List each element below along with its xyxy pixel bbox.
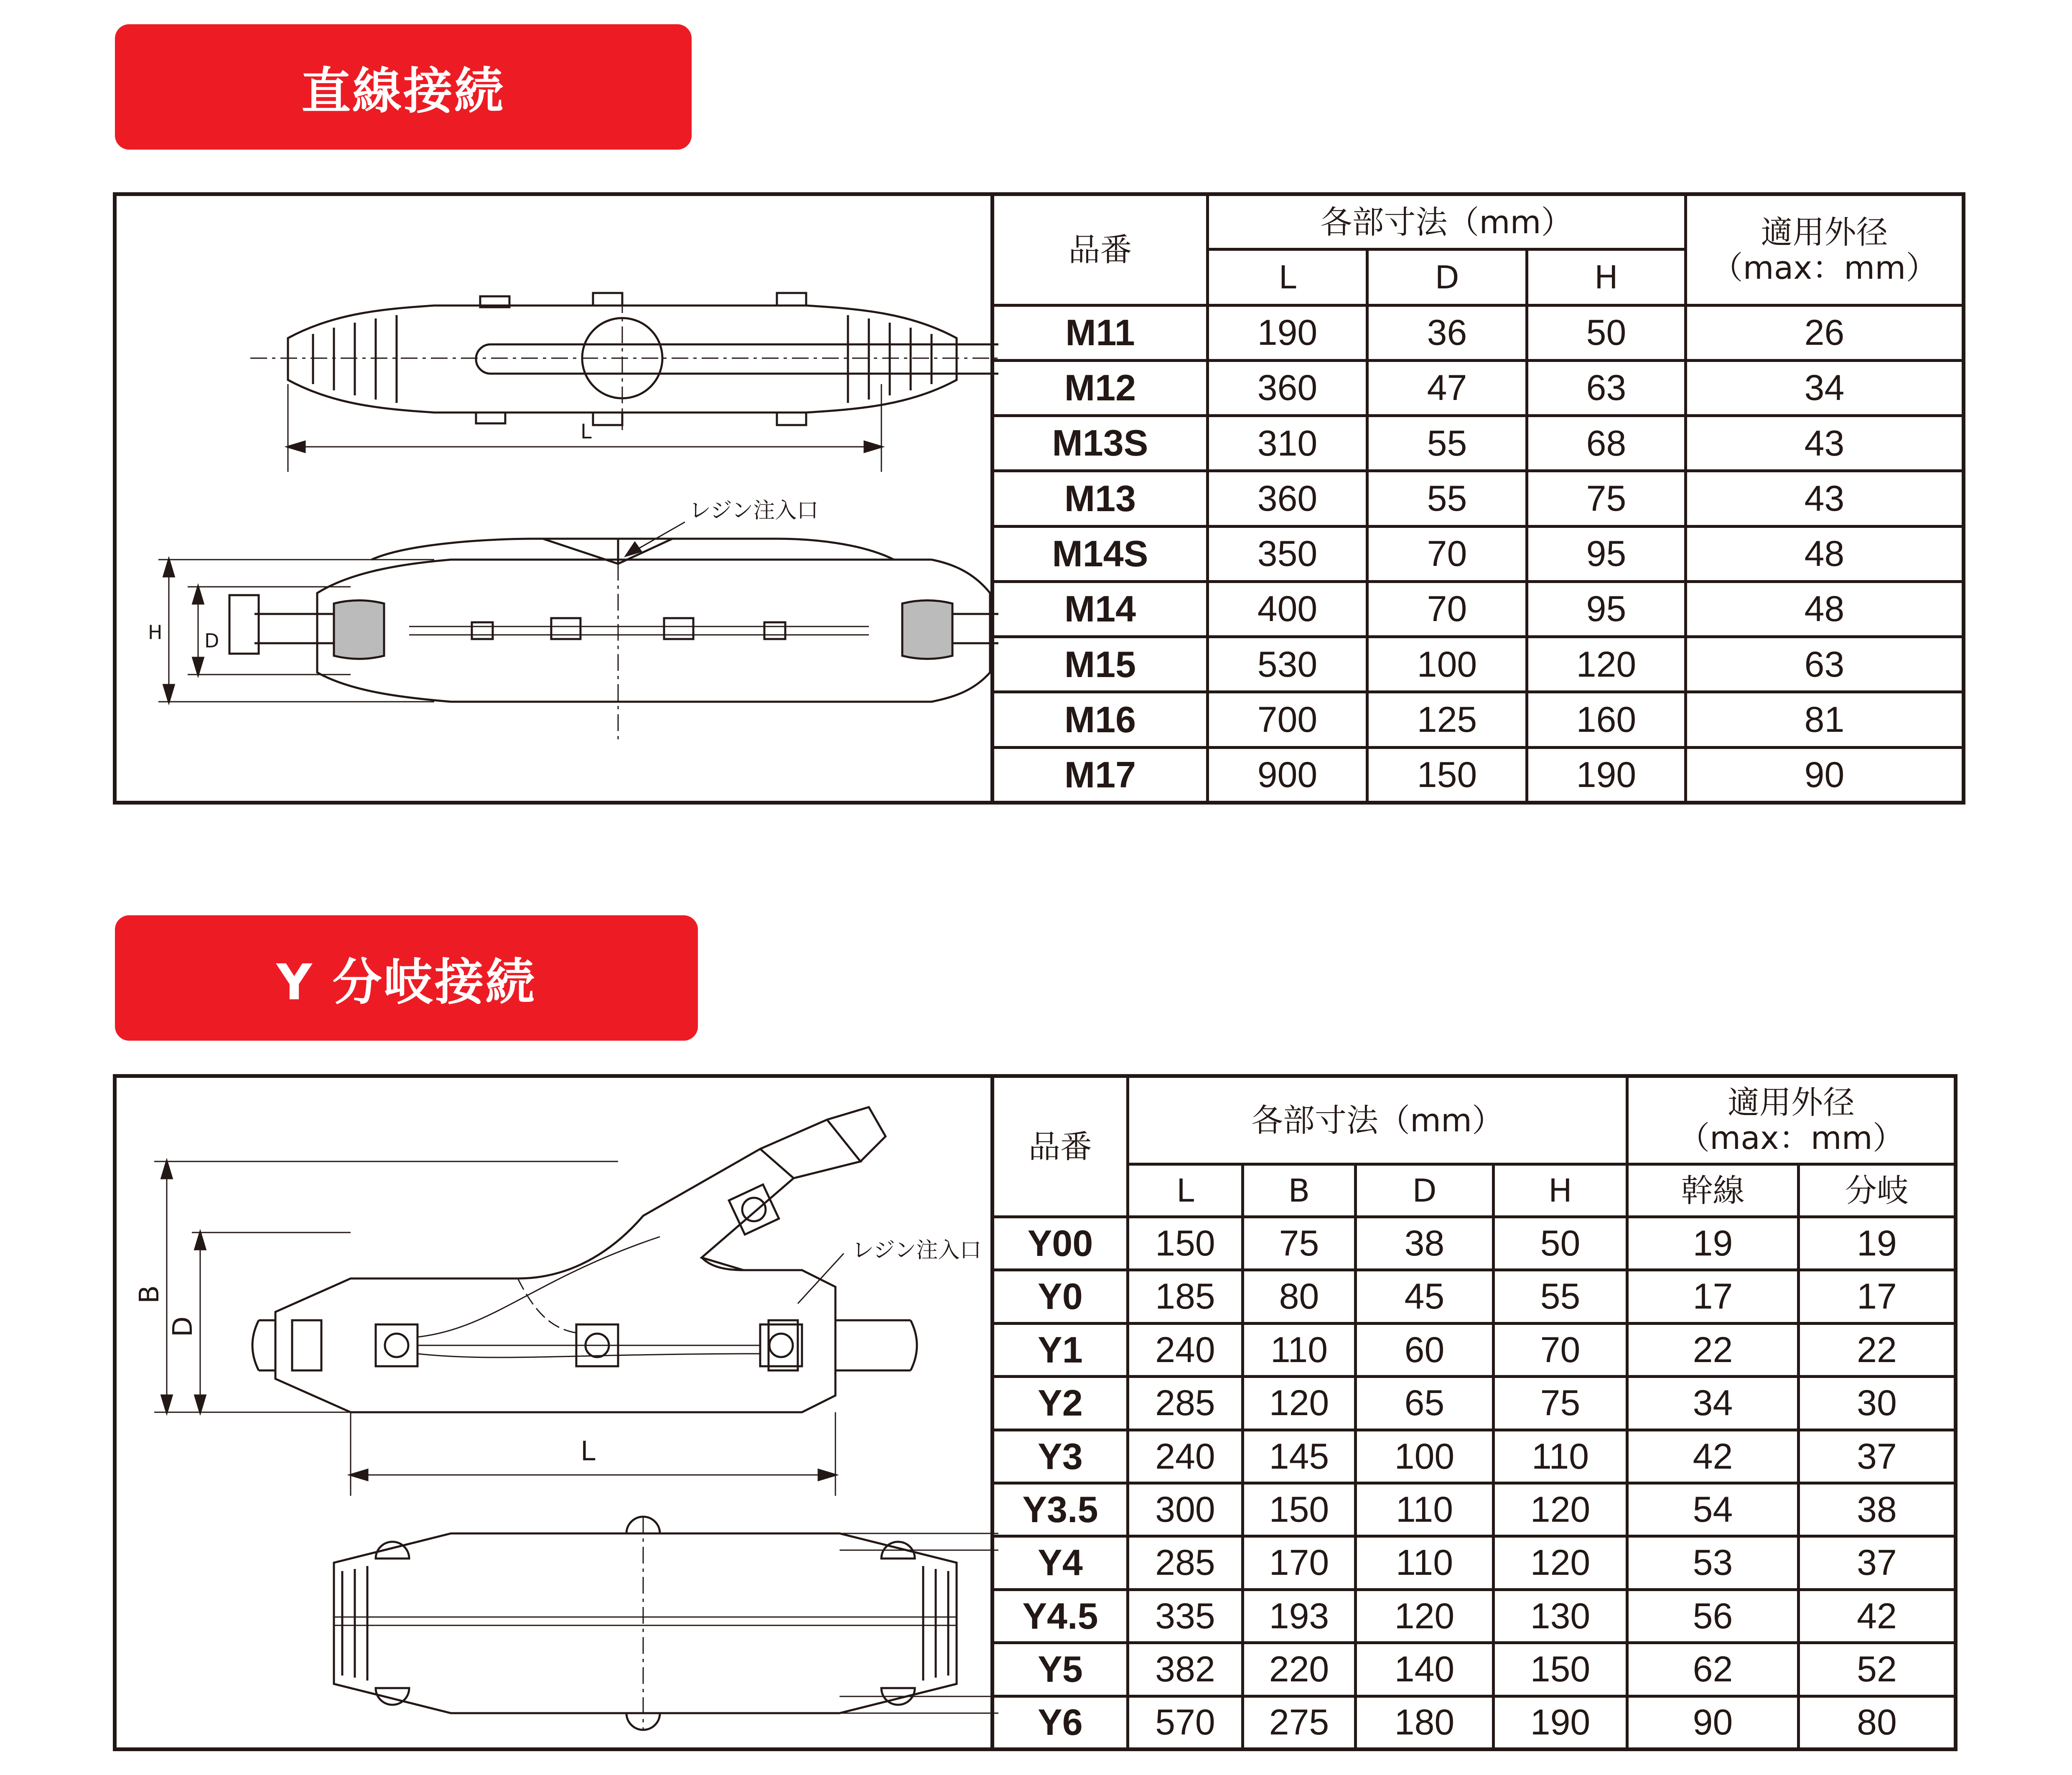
cell-code: Y3.5 — [993, 1483, 1128, 1536]
cell-H: 63 — [1527, 360, 1686, 415]
cell-trunk: 53 — [1627, 1536, 1799, 1589]
cell-od: 43 — [1686, 471, 1964, 526]
cell-H: 75 — [1494, 1377, 1627, 1430]
cell-od: 43 — [1686, 416, 1964, 471]
cell-B: 75 — [1243, 1217, 1356, 1270]
cell-code: M14 — [993, 581, 1208, 637]
cell-H: 70 — [1494, 1323, 1627, 1376]
resin-inlet-label: レジン注入口 — [852, 1238, 982, 1263]
table-row — [993, 471, 1964, 526]
cell-code: M17 — [993, 747, 1208, 802]
table-row — [993, 1430, 1956, 1483]
cell-D: 125 — [1367, 692, 1527, 747]
header-H: H — [1494, 1164, 1627, 1217]
cell-D: 140 — [1356, 1643, 1494, 1696]
cell-B: 110 — [1243, 1323, 1356, 1376]
cell-D: 100 — [1367, 637, 1527, 692]
cell-B: 80 — [1243, 1270, 1356, 1323]
cell-H: 190 — [1527, 747, 1686, 802]
cell-D: 120 — [1356, 1589, 1494, 1643]
cell-od: 48 — [1686, 581, 1964, 637]
cell-H: 95 — [1527, 581, 1686, 637]
cell-L: 360 — [1208, 471, 1367, 526]
table-row — [993, 747, 1964, 802]
header-trunk: 幹線 — [1627, 1164, 1799, 1217]
cell-H: 120 — [1527, 637, 1686, 692]
cell-L: 300 — [1128, 1483, 1243, 1536]
cell-code: Y0 — [993, 1270, 1128, 1323]
dim-label-B: B — [134, 1285, 165, 1304]
cell-trunk: 90 — [1627, 1696, 1799, 1749]
cell-branch: 80 — [1799, 1696, 1956, 1749]
dim-label-L: L — [580, 420, 592, 443]
cell-L: 285 — [1128, 1377, 1243, 1430]
cell-L: 700 — [1208, 692, 1367, 747]
cell-D: 70 — [1367, 526, 1527, 581]
cell-code: Y00 — [993, 1217, 1128, 1270]
cell-H: 110 — [1494, 1430, 1627, 1483]
cell-B: 193 — [1243, 1589, 1356, 1643]
dim-label-D: D — [204, 629, 219, 652]
cell-code: Y4 — [993, 1536, 1128, 1589]
cell-od: 26 — [1686, 305, 1964, 360]
cell-code: Y2 — [993, 1377, 1128, 1430]
cell-B: 170 — [1243, 1536, 1356, 1589]
cell-od: 81 — [1686, 692, 1964, 747]
cell-branch: 17 — [1799, 1270, 1956, 1323]
cell-H: 120 — [1494, 1536, 1627, 1589]
section-title-straight-joint: 直線接続 — [115, 24, 692, 150]
straight-joint-diagram — [117, 196, 998, 808]
header-code: 品番 — [993, 194, 1208, 306]
cell-od: 63 — [1686, 637, 1964, 692]
header-od-line2: （max：mm） — [1711, 249, 1938, 286]
cell-D: 45 — [1356, 1270, 1494, 1323]
cell-od: 34 — [1686, 360, 1964, 415]
dim-label-H: H — [148, 621, 163, 644]
cell-D: 60 — [1356, 1323, 1494, 1376]
header-D: D — [1356, 1164, 1494, 1217]
cell-D: 36 — [1367, 305, 1527, 360]
cell-branch: 52 — [1799, 1643, 1956, 1696]
cell-D: 100 — [1356, 1430, 1494, 1483]
cell-od: 90 — [1686, 747, 1964, 802]
cell-H: 120 — [1494, 1483, 1627, 1536]
cell-code: M15 — [993, 637, 1208, 692]
header-od-line1: 適用外径 — [1728, 1084, 1855, 1121]
cell-trunk: 17 — [1627, 1270, 1799, 1323]
header-D: D — [1367, 250, 1527, 305]
cell-od: 48 — [1686, 526, 1964, 581]
cell-D: 65 — [1356, 1377, 1494, 1430]
table-row — [993, 416, 1964, 471]
cell-L: 570 — [1128, 1696, 1243, 1749]
y-branch-joint-spec-table — [990, 1074, 1957, 1751]
cell-H: 68 — [1527, 416, 1686, 471]
cell-trunk: 19 — [1627, 1217, 1799, 1270]
cell-L: 310 — [1208, 416, 1367, 471]
cell-H: 150 — [1494, 1643, 1627, 1696]
header-od-line1: 適用外径 — [1761, 213, 1888, 251]
cell-L: 240 — [1128, 1430, 1243, 1483]
cell-L: 382 — [1128, 1643, 1243, 1696]
cell-H: 55 — [1494, 1270, 1627, 1323]
cell-D: 110 — [1356, 1483, 1494, 1536]
cell-code: M12 — [993, 360, 1208, 415]
cell-L: 150 — [1128, 1217, 1243, 1270]
cell-H: 95 — [1527, 526, 1686, 581]
table-row — [993, 1270, 1956, 1323]
cell-code: Y6 — [993, 1696, 1128, 1749]
cell-D: 47 — [1367, 360, 1527, 415]
cell-trunk: 54 — [1627, 1483, 1799, 1536]
cell-branch: 19 — [1799, 1217, 1956, 1270]
header-dimensions: 各部寸法（mm） — [1128, 1076, 1627, 1164]
cell-H: 130 — [1494, 1589, 1627, 1643]
cell-branch: 37 — [1799, 1430, 1956, 1483]
cell-branch: 22 — [1799, 1323, 1956, 1376]
cell-L: 400 — [1208, 581, 1367, 637]
cell-L: 335 — [1128, 1589, 1243, 1643]
dim-label-D: D — [168, 1316, 199, 1337]
header-code: 品番 — [993, 1076, 1128, 1217]
cell-H: 160 — [1527, 692, 1686, 747]
header-B: B — [1243, 1164, 1356, 1217]
cell-D: 150 — [1367, 747, 1527, 802]
y-branch-joint-diagram — [117, 1078, 998, 1755]
cell-trunk: 42 — [1627, 1430, 1799, 1483]
cell-B: 120 — [1243, 1377, 1356, 1430]
cell-L: 240 — [1128, 1323, 1243, 1376]
table-row — [993, 1696, 1956, 1749]
cell-trunk: 62 — [1627, 1643, 1799, 1696]
resin-inlet-label: レジン注入口 — [689, 498, 819, 523]
table-row — [993, 526, 1964, 581]
header-H: H — [1527, 250, 1686, 305]
cell-D: 70 — [1367, 581, 1527, 637]
cell-D: 55 — [1367, 416, 1527, 471]
cell-H: 75 — [1527, 471, 1686, 526]
cell-H: 190 — [1494, 1696, 1627, 1749]
cell-L: 190 — [1208, 305, 1367, 360]
table-row — [993, 1589, 1956, 1643]
cell-B: 220 — [1243, 1643, 1356, 1696]
cell-L: 185 — [1128, 1270, 1243, 1323]
cell-code: Y4.5 — [993, 1589, 1128, 1643]
cell-D: 110 — [1356, 1536, 1494, 1589]
cell-code: M13S — [993, 416, 1208, 471]
cell-B: 145 — [1243, 1430, 1356, 1483]
cell-branch: 42 — [1799, 1589, 1956, 1643]
cell-L: 360 — [1208, 360, 1367, 415]
header-applicable-od — [1627, 1076, 1956, 1164]
table-row — [993, 1323, 1956, 1376]
header-od-line2: （max：mm） — [1678, 1119, 1904, 1157]
cell-H: 50 — [1527, 305, 1686, 360]
cell-trunk: 22 — [1627, 1323, 1799, 1376]
table-row — [993, 581, 1964, 637]
header-applicable-od — [1686, 194, 1964, 306]
cell-code: M13 — [993, 471, 1208, 526]
cell-code: M11 — [993, 305, 1208, 360]
cell-code: M14S — [993, 526, 1208, 581]
table-row — [993, 1483, 1956, 1536]
cell-branch: 37 — [1799, 1536, 1956, 1589]
cell-trunk: 56 — [1627, 1589, 1799, 1643]
header-L: L — [1208, 250, 1367, 305]
straight-joint-drawing — [113, 192, 995, 805]
y-branch-joint-drawing — [113, 1074, 995, 1751]
cell-D: 55 — [1367, 471, 1527, 526]
cell-L: 900 — [1208, 747, 1367, 802]
section-title-y-branch-joint: Y 分岐接続 — [115, 915, 698, 1041]
table-row — [993, 692, 1964, 747]
cell-L: 530 — [1208, 637, 1367, 692]
dim-label-L: L — [580, 1436, 596, 1467]
cell-code: Y5 — [993, 1643, 1128, 1696]
table-row — [993, 1536, 1956, 1589]
cell-D: 38 — [1356, 1217, 1494, 1270]
cell-branch: 30 — [1799, 1377, 1956, 1430]
header-branch: 分岐 — [1799, 1164, 1956, 1217]
cell-code: Y1 — [993, 1323, 1128, 1376]
table-row — [993, 1643, 1956, 1696]
cell-trunk: 34 — [1627, 1377, 1799, 1430]
table-row — [993, 360, 1964, 415]
table-row — [993, 305, 1964, 360]
cell-branch: 38 — [1799, 1483, 1956, 1536]
table-row — [993, 1217, 1956, 1270]
cell-L: 350 — [1208, 526, 1367, 581]
cell-L: 285 — [1128, 1536, 1243, 1589]
cell-code: Y3 — [993, 1430, 1128, 1483]
cell-code: M16 — [993, 692, 1208, 747]
cell-B: 275 — [1243, 1696, 1356, 1749]
header-L: L — [1128, 1164, 1243, 1217]
cell-D: 180 — [1356, 1696, 1494, 1749]
straight-joint-spec-table — [990, 192, 1965, 805]
cell-B: 150 — [1243, 1483, 1356, 1536]
header-dimensions: 各部寸法（mm） — [1208, 194, 1686, 250]
cell-H: 50 — [1494, 1217, 1627, 1270]
table-row — [993, 1377, 1956, 1430]
table-row — [993, 637, 1964, 692]
